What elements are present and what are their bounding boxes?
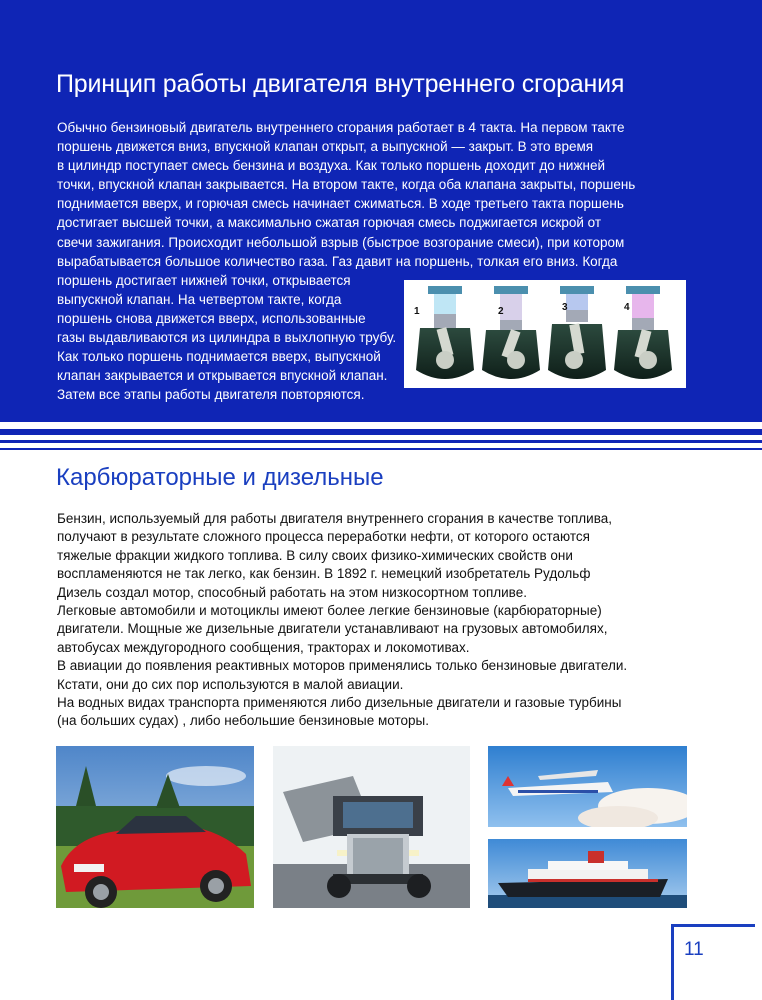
text-line: (на больших судах) , либо небольшие бензиновые моторы.: [57, 713, 429, 729]
text-line: Легковые автомобили и мотоциклы имеют более легкие бензиновые (карбюраторные): [57, 603, 602, 619]
stroke-label-1: 1: [414, 306, 420, 317]
text-line: в цилиндр поступает смесь бензина и воздуха. Как только поршень доходит до нижней: [57, 158, 605, 174]
plane-photo: [488, 746, 687, 827]
divider-stripe: [0, 429, 762, 435]
text-line: Затем все этапы работы двигателя повторяются.: [57, 387, 365, 403]
stroke-label-3: 3: [562, 302, 568, 313]
text-line: В авиации до появления реактивных моторов применялись только бензиновые двигатели.: [57, 658, 628, 674]
cylinder-stroke-2: [482, 286, 540, 379]
truck-photo: [273, 746, 470, 908]
text-line: выпускной клапан. На четвертом такте, когда: [57, 291, 342, 307]
cylinder-stroke-4: [614, 286, 672, 379]
text-line: достигает высшей точки, а максимально сжатая горючая смесь поджигается искрой от: [57, 215, 602, 231]
section-title-engine: Принцип работы двигателя внутреннего сгорания: [56, 70, 625, 98]
cylinder-stroke-3: [548, 286, 606, 379]
text-line: клапан закрывается и открывается впускной клапан.: [57, 368, 388, 384]
text-line: Обычно бензиновый двигатель внутреннего сгорания работает в 4 такта. На первом такте: [57, 120, 625, 135]
text-line: получают в результате сложного процесса переработки нефти, от которого остаются: [57, 529, 590, 545]
text-line: точки, впускной клапан закрывается. На втором такте, когда оба клапана закрыты, поршень: [57, 177, 636, 193]
text-line: поршень достигает нижней точки, открывается: [57, 272, 351, 288]
text-line: Как только поршень поднимается вверх, выпускной: [57, 349, 381, 365]
text-line: Бензин, используемый для работы двигателя внутреннего сгорания в качестве топлива,: [57, 511, 613, 526]
four-stroke-engine-diagram: [404, 280, 686, 388]
divider-stripe: [0, 448, 762, 450]
carb-diesel-text: [57, 510, 627, 731]
text-line: поршень снова движется вверх, использованные: [57, 310, 366, 326]
text-line: воспламеняются не так легко, как бензин. В 1892 г. немецкий изобретатель Рудольф: [57, 566, 591, 582]
text-line: поршень движется вниз, впускной клапан открыт, а выпускной — закрыт. В это время: [57, 139, 594, 155]
text-line: Кстати, они до сих пор используются в малой авиации.: [57, 676, 404, 692]
divider-stripe: [0, 440, 762, 443]
page-number: 11: [684, 939, 704, 960]
stroke-label-4: 4: [624, 302, 630, 313]
text-line: поднимается вверх, и горючая смесь начинает сжиматься. В ходе третьего такта поршень: [57, 196, 624, 212]
page-number-box: [671, 924, 755, 1000]
red-car-photo: [56, 746, 254, 908]
text-line: тяжелые фракции жидкого топлива. В силу своих физико-химических свойств они: [57, 547, 573, 563]
section-title-carb-diesel: Карбюраторные и дизельные: [56, 464, 384, 491]
stroke-label-2: 2: [498, 306, 504, 317]
text-line: автобусах междугородного сообщения, тракторах и локомотивах.: [57, 639, 470, 655]
text-line: двигатели. Мощные же дизельные двигатели устанавливают на грузовых автомобилях,: [57, 621, 608, 637]
cylinder-stroke-1: [416, 286, 474, 379]
ship-photo: [488, 839, 687, 908]
text-line: Дизель создал мотор, способный работать на этом низкосортном топливе.: [57, 584, 527, 600]
text-line: газы выдавливаются из цилиндра в выхлопную трубу.: [57, 330, 397, 346]
text-line: На водных видах транспорта применяются либо дизельные двигатели и газовые турбины: [57, 695, 622, 711]
text-line: свечи зажигания. Происходит небольшой взрыв (быстрое возгорание смеси), при котором: [57, 234, 625, 250]
text-line: вырабатывается большое количество газа. Газ давит на поршень, толкая его вниз. Когда: [57, 253, 618, 269]
